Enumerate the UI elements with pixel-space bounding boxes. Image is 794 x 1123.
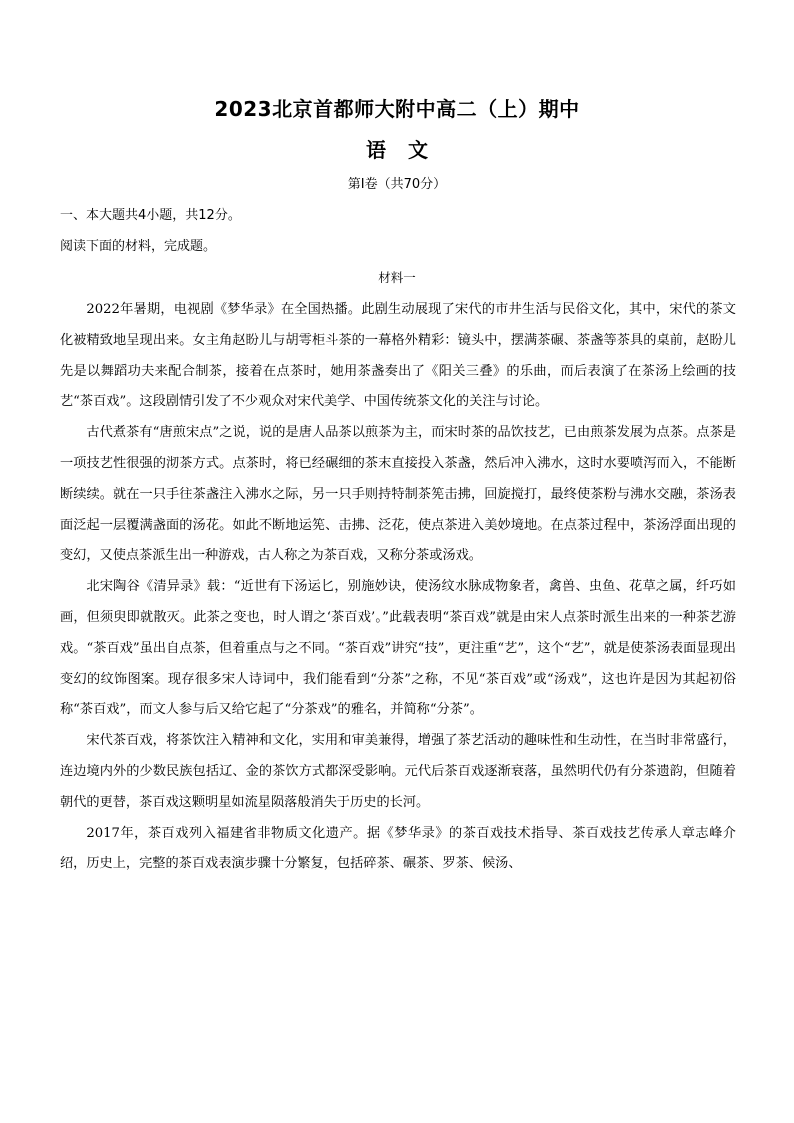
reading-instruction: 阅读下面的材料，完成题。 — [60, 239, 217, 254]
subject-title: 语文 — [366, 138, 450, 162]
paragraph: 宋代茶百戏，将茶饮注入精神和文化，实用和审美兼得，增强了茶艺活动的趣味性和生动性，在当时非常盛行，连边境内外的少数民族包括辽、金的茶饮方式都深受影响。元代后茶百戏逐渐衰落，虽然明代仍有分茶遗韵，但随着朝代的更替，茶百戏这颗明星如流星陨落般消失于历史的长河。 — [60, 733, 736, 810]
paragraph: 北宋陶谷《清异录》载：“近世有下汤运匕，别施妙诀，使汤纹水脉成物象者，禽兽、虫鱼、花草之属，纤巧如画，但须臾即就散灭。此茶之变也，时人谓之‘茶百戏’。”此载表明“茶百戏”就是由宋人点茶时派生出来的一种茶艺游戏。“茶百戏”虽出自点茶，但着重点与之不同。“茶百戏”讲究“技”，更注重“艺”，这个“艺”，就是使茶汤表面显现出变幻的纹饰图案。现存很多宋人诗词中，我们能看到“分茶”之称，不见“茶百戏”或“汤戏”，这也许是因为其起初俗称“茶百戏”，而文人参与后又给它起了“分茶戏”的雅名，并简称“分茶”。 — [60, 579, 736, 718]
paragraph: 2022年暑期，电视剧《梦华录》在全国热播。此剧生动展现了宋代的市井生活与民俗文化，其中，宋代的茶文化被精致地呈现出来。女主角赵盼儿与胡雩柜斗茶的一幕格外精彩：镜头中，摆满茶碾、茶盏等茶具的桌前，赵盼儿先是以舞蹈功夫来配合制茶，接着在点茶时，她用茶盏奏出了《阳关三叠》的乐曲，而后表演了在茶汤上绘画的技艺“茶百戏”。这段剧情引发了不少观众对宋代美学、中国传统茶文化的关注与讨论。 — [60, 302, 736, 410]
exam-title: 2023北京首都师大附中高二（上）期中 — [214, 97, 580, 121]
paragraph: 古代煮茶有“唐煎宋点”之说，说的是唐人品茶以煎茶为主，而宋时茶的品饮技艺，已由煎茶发展为点茶。点茶是一项技艺性很强的沏茶方式。点茶时，将已经碾细的茶末直接投入茶盏，然后冲入沸水，这时水要喷泻而入，不能断断续续。就在一只手往茶盏注入沸水之际，另一只手则持特制茶筅击拂，回旋搅打，最终使茶粉与沸水交融，茶汤表面泛起一层覆满盏面的汤花。如此不断地运筅、击拂、泛花，使点茶进入美妙境地。在点茶过程中，茶汤浮面出现的变幻，又使点茶派生出一种游戏，古人称之为茶百戏，又称分茶或汤戏。 — [60, 425, 736, 564]
material-body — [60, 295, 736, 880]
paragraph: 2017年，茶百戏列入福建省非物质文化遗产。据《梦华录》的茶百戏技术指导、茶百戏技艺传承人章志峰介绍，历史上，完整的茶百戏表演步骤十分繁复，包括碎茶、碾茶、罗茶、候汤、 — [60, 825, 736, 872]
material-heading: 材料一 — [378, 270, 416, 285]
section-heading: 一、本大题共4小题，共12分。 — [60, 208, 241, 223]
volume-label: 第Ⅰ卷（共70分） — [347, 177, 447, 192]
